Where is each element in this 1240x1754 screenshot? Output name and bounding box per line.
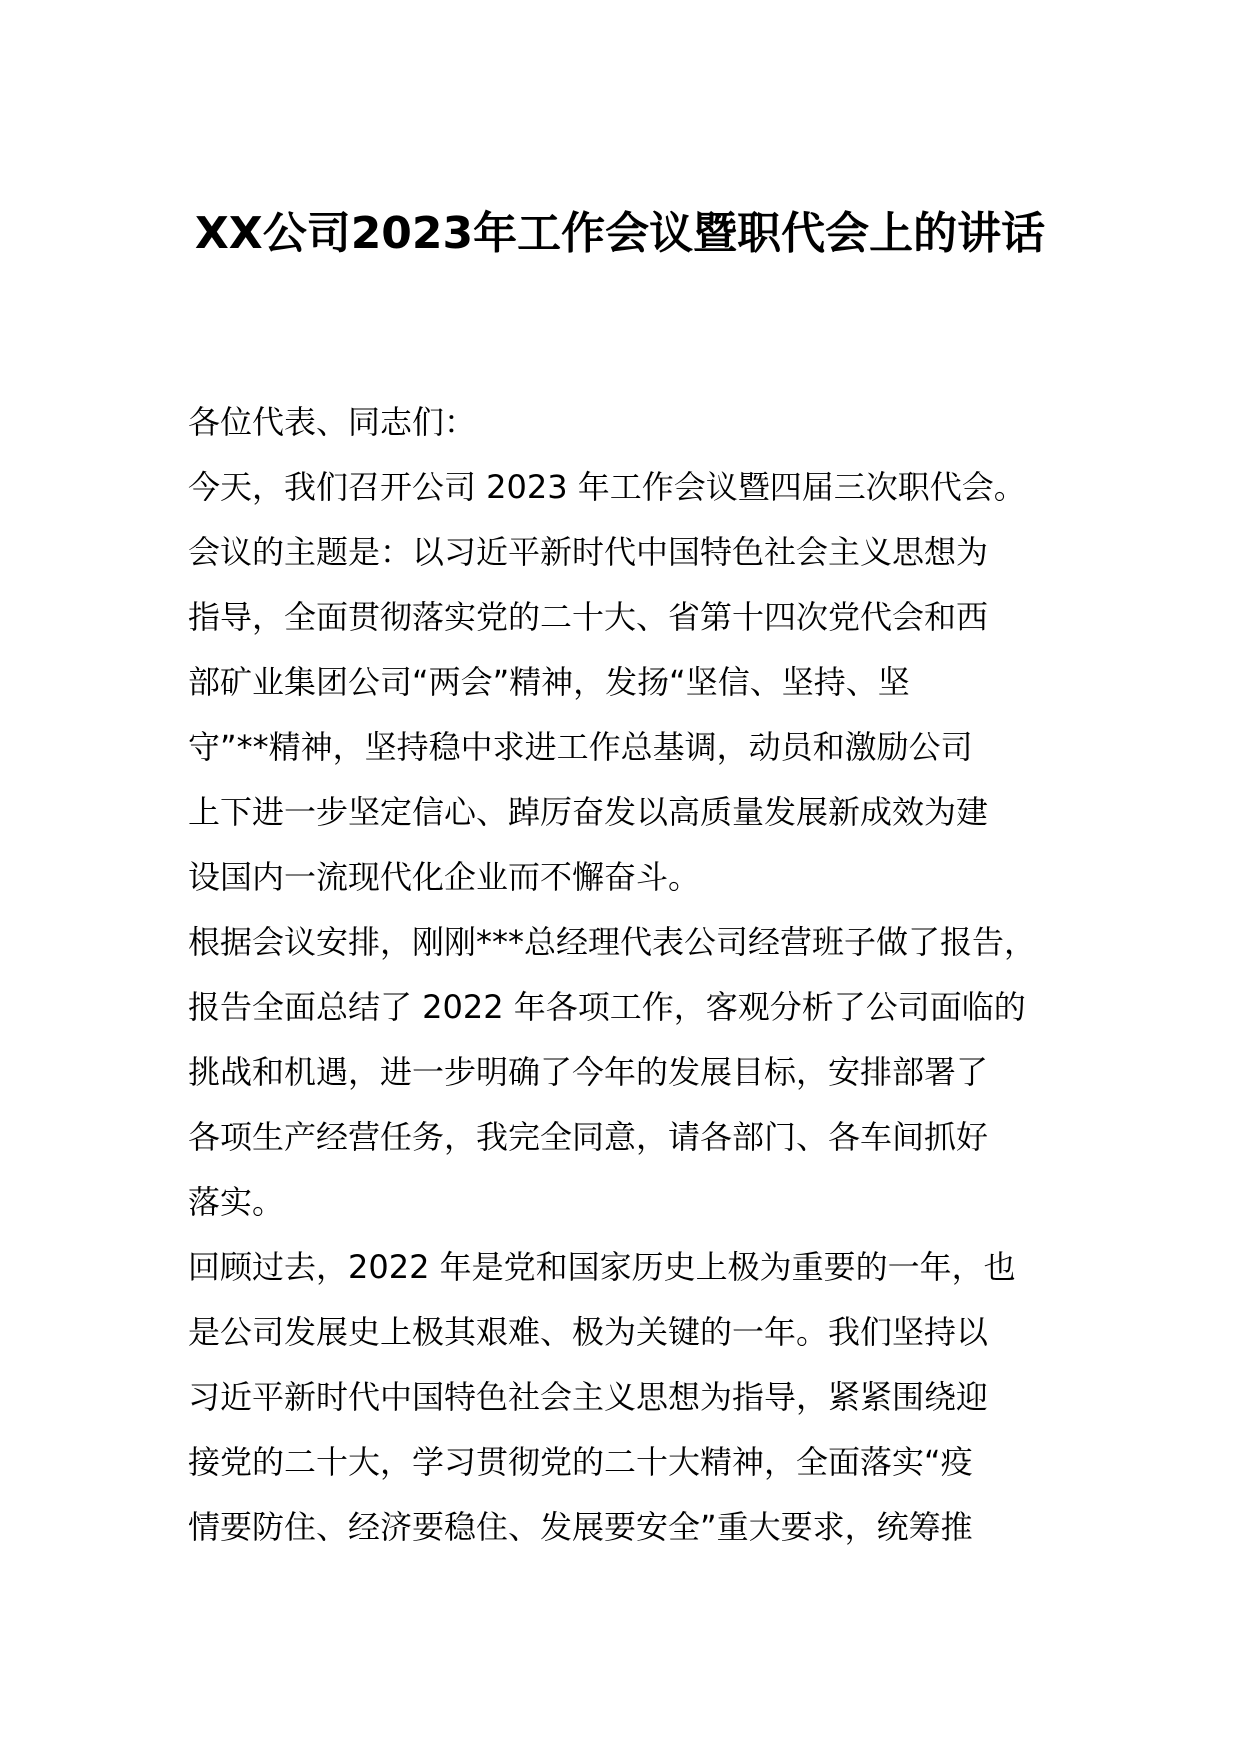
text-line: 各位代表、同志们：: [188, 403, 477, 441]
text-line: 部矿业集团公司“两会”精神，发扬“坚信、坚持、坚: [188, 663, 910, 701]
text-line: 根据会议安排，刚刚***总经理代表公司经营班子做了报告，: [188, 923, 1037, 961]
document-body: [188, 390, 1088, 1560]
text-line: 落实。: [188, 1183, 285, 1221]
text-line: 会议的主题是：以习近平新时代中国特色社会主义思想为: [188, 533, 989, 571]
text-line: 报告全面总结了 2022 年各项工作，客观分析了公司面临的: [188, 988, 1026, 1026]
text-line: 情要防住、经济要稳住、发展要安全”重大要求，统筹推: [188, 1508, 973, 1546]
text-line: 上下进一步坚定信心、踔厉奋发以高质量发展新成效为建: [188, 793, 989, 831]
text-line: 回顾过去，2022 年是党和国家历史上极为重要的一年，也: [188, 1248, 1016, 1286]
text-line: 设国内一流现代化企业而不懈奋斗。: [188, 858, 701, 896]
text-line: 是公司发展史上极其艰难、极为关键的一年。我们坚持以: [188, 1313, 989, 1351]
text-line: 接党的二十大，学习贯彻党的二十大精神，全面落实“疫: [188, 1443, 973, 1481]
document-title: XX公司2023年工作会议暨职代会上的讲话: [194, 208, 1046, 259]
text-line: 指导，全面贯彻落实党的二十大、省第十四次党代会和西: [188, 598, 989, 636]
text-line: 各项生产经营任务，我完全同意，请各部门、各车间抓好: [188, 1118, 989, 1156]
text-line: 今天，我们召开公司 2023 年工作会议暨四届三次职代会。: [188, 468, 1026, 506]
text-line: 挑战和机遇，进一步明确了今年的发展目标，安排部署了: [188, 1053, 989, 1091]
text-line: 守”**精神，坚持稳中求进工作总基调，动员和激励公司: [188, 728, 973, 766]
text-line: 习近平新时代中国特色社会主义思想为指导，紧紧围绕迎: [188, 1378, 989, 1416]
